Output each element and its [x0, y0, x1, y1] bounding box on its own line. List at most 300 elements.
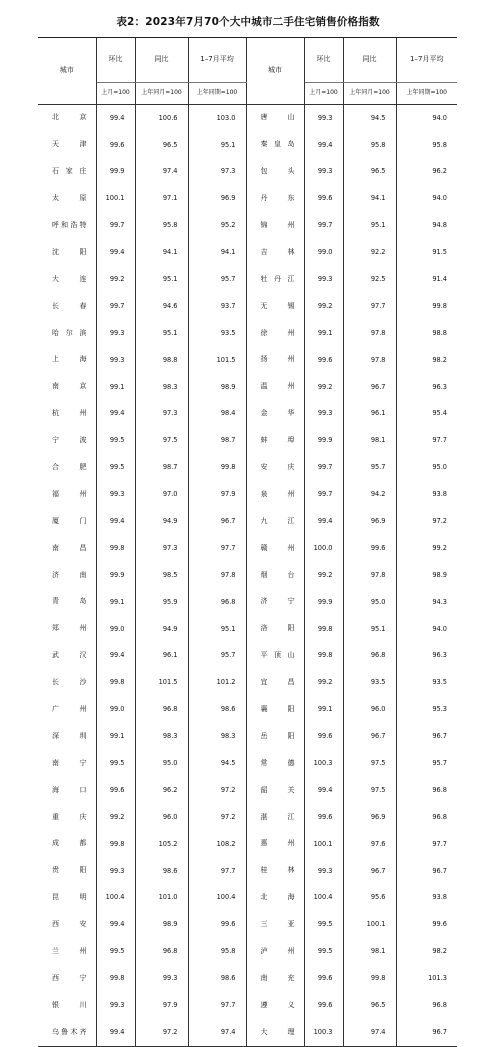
yoy-cell: 97.8: [343, 562, 396, 589]
mom-cell: 99.2: [304, 669, 343, 696]
city-cell: 扬州: [246, 347, 304, 374]
table-row: [38, 266, 457, 293]
table-row: [38, 158, 457, 185]
yoy-cell: 92.2: [343, 239, 396, 266]
mom-cell: 99.4: [96, 911, 135, 938]
yoy-cell: 101.0: [135, 884, 188, 911]
table-row: [38, 750, 457, 777]
table-row: [38, 965, 457, 992]
mom-cell: 100.3: [304, 1019, 343, 1046]
yoy-cell: 96.5: [135, 131, 188, 158]
ytd-cell: 96.3: [432, 651, 447, 660]
mom-cell: 99.7: [96, 293, 135, 320]
header-ytd-base-left: 上年同期=100: [188, 82, 246, 104]
mom-cell: 99.3: [304, 158, 343, 185]
ytd-cell: 97.3: [188, 158, 246, 185]
mom-cell: 100.1: [304, 831, 343, 858]
ytd-cell: 98.7: [188, 427, 246, 454]
mom-cell: 99.8: [96, 831, 135, 858]
ytd-cell: 95.7: [188, 266, 246, 293]
yoy-cell: 95.1: [343, 212, 396, 239]
header-ytd-base-right: 上年同期=100: [396, 82, 457, 104]
city-cell: 平顶山: [246, 642, 304, 669]
yoy-cell: 96.7: [343, 373, 396, 400]
city-cell: 唐山: [246, 104, 304, 131]
city-cell: 郑州: [38, 615, 96, 642]
mom-cell: 99.8: [96, 965, 135, 992]
yoy-cell: 99.6: [343, 535, 396, 562]
yoy-cell: 95.0: [135, 750, 188, 777]
table-row: [38, 804, 457, 831]
ytd-cell: 97.2: [432, 517, 447, 525]
mom-cell: 99.2: [304, 293, 343, 320]
city-cell: 宁波: [38, 427, 96, 454]
ytd-cell: 95.8: [432, 140, 447, 149]
mom-cell: 99.5: [96, 427, 135, 454]
city-cell: 上海: [38, 347, 96, 374]
ytd-cell: 95.8: [188, 938, 246, 965]
mom-cell: 99.4: [304, 508, 343, 535]
header-city-right: 城市: [246, 38, 304, 104]
yoy-cell: 98.6: [135, 857, 188, 884]
mom-cell: 99.7: [304, 454, 343, 481]
city-cell: 呼和浩特: [38, 212, 96, 239]
mom-cell: 99.0: [96, 696, 135, 723]
ytd-cell: 96.2: [432, 167, 447, 176]
ytd-cell: 94.3: [432, 597, 447, 606]
mom-cell: 99.0: [96, 615, 135, 642]
ytd-cell: 96.9: [188, 185, 246, 212]
ytd-cell: 95.2: [188, 212, 246, 239]
city-cell: 烟台: [246, 562, 304, 589]
table-row: [38, 831, 457, 858]
table-row: [38, 884, 457, 911]
city-cell: 南京: [38, 373, 96, 400]
table-row: [38, 642, 457, 669]
city-cell: 南充: [246, 965, 304, 992]
city-cell: 蚌埠: [246, 427, 304, 454]
city-cell: 湛江: [246, 804, 304, 831]
mom-cell: 99.3: [96, 347, 135, 374]
city-cell: 牡丹江: [246, 266, 304, 293]
mom-cell: 99.1: [304, 320, 343, 347]
city-cell: 沈阳: [38, 239, 96, 266]
ytd-cell: 101.2: [188, 669, 246, 696]
city-cell: 吉林: [246, 239, 304, 266]
yoy-cell: 98.8: [135, 347, 188, 374]
yoy-cell: 96.7: [343, 723, 396, 750]
ytd-cell: 98.8: [432, 328, 447, 337]
table-row: [38, 615, 457, 642]
yoy-cell: 94.2: [343, 481, 396, 508]
ytd-cell: 99.6: [188, 911, 246, 938]
city-cell: 乌鲁木齐: [38, 1019, 96, 1046]
yoy-cell: 96.8: [343, 642, 396, 669]
mom-cell: 99.5: [304, 911, 343, 938]
ytd-cell: 95.1: [188, 615, 246, 642]
ytd-cell: 96.3: [432, 382, 447, 391]
city-cell: 泉州: [246, 481, 304, 508]
mom-cell: 100.4: [96, 884, 135, 911]
ytd-cell: 98.3: [188, 723, 246, 750]
ytd-cell: 93.7: [188, 293, 246, 320]
city-cell: 深圳: [38, 723, 96, 750]
table-row: [38, 481, 457, 508]
yoy-cell: 93.5: [343, 669, 396, 696]
mom-cell: 99.6: [304, 185, 343, 212]
yoy-cell: 95.8: [135, 212, 188, 239]
table-row: [38, 454, 457, 481]
mom-cell: 99.3: [96, 481, 135, 508]
city-cell: 南昌: [38, 535, 96, 562]
city-cell: 韶关: [246, 777, 304, 804]
ytd-cell: 95.3: [432, 705, 447, 714]
table-row: [38, 427, 457, 454]
city-cell: 洛阳: [246, 615, 304, 642]
ytd-cell: 97.2: [188, 804, 246, 831]
ytd-cell: 101.3: [428, 974, 447, 983]
city-cell: 三亚: [246, 911, 304, 938]
ytd-cell: 96.8: [188, 589, 246, 616]
header-yoy-base-right: 上年同月=100: [343, 82, 396, 104]
mom-cell: 99.4: [96, 508, 135, 535]
yoy-cell: 96.9: [343, 804, 396, 831]
mom-cell: 99.7: [304, 481, 343, 508]
table-row: [38, 347, 457, 374]
yoy-cell: 96.5: [343, 992, 396, 1019]
city-cell: 北海: [246, 884, 304, 911]
yoy-cell: 96.2: [135, 777, 188, 804]
ytd-cell: 97.8: [188, 562, 246, 589]
city-cell: 襄阳: [246, 696, 304, 723]
ytd-cell: 91.4: [432, 274, 447, 283]
ytd-cell: 98.6: [188, 696, 246, 723]
yoy-cell: 97.4: [135, 158, 188, 185]
city-cell: 福州: [38, 481, 96, 508]
header-mom-base-left: 上月=100: [96, 82, 135, 104]
mom-cell: 100.3: [304, 750, 343, 777]
table-title: 表2：2023年7月70个大中城市二手住宅销售价格指数: [116, 16, 380, 28]
price-index-table: [38, 38, 457, 1036]
yoy-cell: 95.0: [343, 589, 396, 616]
city-cell: 秦皇岛: [246, 131, 304, 158]
ytd-cell: 96.8: [432, 785, 447, 794]
ytd-cell: 97.2: [188, 777, 246, 804]
city-cell: 石家庄: [38, 158, 96, 185]
ytd-cell: 99.2: [432, 543, 447, 552]
header-yoy-base-left: 上年同月=100: [135, 82, 188, 104]
city-cell: 济宁: [246, 589, 304, 616]
yoy-cell: 97.0: [135, 481, 188, 508]
ytd-cell: 95.7: [188, 642, 246, 669]
yoy-cell: 97.5: [343, 777, 396, 804]
table-row: [38, 185, 457, 212]
city-cell: 杭州: [38, 400, 96, 427]
table-row: [38, 131, 457, 158]
mom-cell: 99.5: [96, 454, 135, 481]
table-row: [38, 373, 457, 400]
ytd-cell: 94.0: [432, 113, 447, 122]
ytd-cell: 94.5: [188, 750, 246, 777]
ytd-cell: 96.8: [432, 812, 447, 821]
mom-cell: 99.8: [304, 615, 343, 642]
mom-cell: 99.6: [304, 347, 343, 374]
city-cell: 厦门: [38, 508, 96, 535]
yoy-cell: 96.9: [343, 508, 396, 535]
city-cell: 兰州: [38, 938, 96, 965]
yoy-cell: 101.5: [135, 669, 188, 696]
mom-cell: 99.4: [96, 239, 135, 266]
table-row: [38, 320, 457, 347]
ytd-cell: 97.7: [188, 535, 246, 562]
mom-cell: 99.3: [96, 857, 135, 884]
mom-cell: 100.1: [96, 185, 135, 212]
city-cell: 太原: [38, 185, 96, 212]
city-cell: 大连: [38, 266, 96, 293]
city-cell: 泸州: [246, 938, 304, 965]
city-cell: 遵义: [246, 992, 304, 1019]
yoy-cell: 96.1: [135, 642, 188, 669]
ytd-cell: 96.7: [396, 1019, 457, 1046]
table-row: [38, 777, 457, 804]
ytd-cell: 94.8: [432, 221, 447, 230]
yoy-cell: 97.5: [343, 750, 396, 777]
city-cell: 合肥: [38, 454, 96, 481]
mom-cell: 99.9: [96, 158, 135, 185]
ytd-cell: 95.1: [188, 131, 246, 158]
ytd-cell: 98.4: [188, 400, 246, 427]
city-cell: 贵阳: [38, 857, 96, 884]
mom-cell: 99.1: [304, 696, 343, 723]
mom-cell: 99.6: [304, 804, 343, 831]
yoy-cell: 95.8: [343, 131, 396, 158]
yoy-cell: 97.9: [135, 992, 188, 1019]
mom-cell: 99.4: [96, 104, 135, 131]
yoy-cell: 98.1: [343, 427, 396, 454]
city-cell: 锦州: [246, 212, 304, 239]
city-cell: 济南: [38, 562, 96, 589]
yoy-cell: 95.1: [135, 266, 188, 293]
city-cell: 徐州: [246, 320, 304, 347]
yoy-cell: 98.5: [135, 562, 188, 589]
ytd-cell: 96.7: [432, 866, 447, 875]
city-cell: 天津: [38, 131, 96, 158]
city-cell: 海口: [38, 777, 96, 804]
ytd-cell: 100.4: [188, 884, 246, 911]
yoy-cell: 96.1: [343, 400, 396, 427]
table-row: [38, 1019, 457, 1046]
yoy-cell: 95.1: [135, 320, 188, 347]
ytd-cell: 97.7: [188, 992, 246, 1019]
mom-cell: 100.4: [304, 884, 343, 911]
table-row: [38, 992, 457, 1019]
mom-cell: 99.4: [96, 400, 135, 427]
yoy-cell: 95.7: [343, 454, 396, 481]
yoy-cell: 97.8: [343, 320, 396, 347]
city-cell: 岳阳: [246, 723, 304, 750]
mom-cell: 99.6: [304, 965, 343, 992]
mom-cell: 99.6: [96, 777, 135, 804]
mom-cell: 99.2: [304, 562, 343, 589]
mom-cell: 99.3: [96, 992, 135, 1019]
city-cell: 九江: [246, 508, 304, 535]
ytd-cell: 108.2: [188, 831, 246, 858]
mom-cell: 99.6: [304, 992, 343, 1019]
yoy-cell: 95.1: [343, 615, 396, 642]
mom-cell: 99.8: [304, 642, 343, 669]
yoy-cell: 95.6: [343, 884, 396, 911]
ytd-cell: 93.8: [432, 893, 447, 902]
yoy-cell: 97.2: [135, 1019, 188, 1046]
yoy-cell: 97.8: [343, 347, 396, 374]
table-row: [38, 669, 457, 696]
ytd-cell: 96.8: [432, 1001, 447, 1010]
yoy-cell: 100.1: [343, 911, 396, 938]
mom-cell: 99.1: [96, 589, 135, 616]
mom-cell: 99.3: [304, 266, 343, 293]
mom-cell: 99.4: [96, 1019, 135, 1046]
ytd-cell: 98.9: [432, 570, 447, 579]
table-body: [38, 104, 457, 1046]
ytd-cell: 94.0: [432, 624, 447, 633]
ytd-cell: 94.0: [432, 194, 447, 203]
mom-cell: 99.6: [304, 723, 343, 750]
mom-cell: 99.5: [96, 938, 135, 965]
header-mom-base-right: 上月=100: [304, 82, 343, 104]
city-cell: 长春: [38, 293, 96, 320]
mom-cell: 100.0: [304, 535, 343, 562]
city-cell: 长沙: [38, 669, 96, 696]
yoy-cell: 97.4: [343, 1019, 396, 1046]
table-row: [38, 696, 457, 723]
ytd-cell: 98.9: [188, 373, 246, 400]
city-cell: 温州: [246, 373, 304, 400]
mom-cell: 99.0: [304, 239, 343, 266]
yoy-cell: 96.8: [135, 696, 188, 723]
ytd-cell: 97.9: [188, 481, 246, 508]
city-cell: 重庆: [38, 804, 96, 831]
table-row: [38, 212, 457, 239]
header-mom-right: 环比: [304, 38, 343, 82]
mom-cell: 99.3: [304, 400, 343, 427]
yoy-cell: 94.5: [343, 104, 396, 131]
ytd-cell: 97.4: [188, 1019, 246, 1046]
yoy-cell: 99.8: [343, 965, 396, 992]
city-cell: 大理: [246, 1019, 304, 1046]
yoy-cell: 105.2: [135, 831, 188, 858]
mom-cell: 99.4: [96, 642, 135, 669]
header-ytd-left: 1–7月平均: [188, 38, 246, 82]
city-cell: 广州: [38, 696, 96, 723]
ytd-cell: 101.5: [188, 347, 246, 374]
mom-cell: 99.5: [304, 938, 343, 965]
mom-cell: 99.2: [96, 804, 135, 831]
city-cell: 北京: [38, 104, 96, 131]
table-row: [38, 911, 457, 938]
ytd-cell: 99.6: [432, 920, 447, 929]
table-row: [38, 589, 457, 616]
yoy-cell: 98.7: [135, 454, 188, 481]
table-row: [38, 535, 457, 562]
ytd-cell: 96.7: [188, 508, 246, 535]
ytd-cell: 98.2: [432, 355, 447, 364]
ytd-cell: 99.8: [432, 301, 447, 310]
header-yoy-left: 同比: [135, 38, 188, 82]
mom-cell: 99.2: [304, 373, 343, 400]
yoy-cell: 98.9: [135, 911, 188, 938]
ytd-cell: 99.8: [188, 454, 246, 481]
table-row: [38, 293, 457, 320]
yoy-cell: 97.3: [135, 400, 188, 427]
city-cell: 丹东: [246, 185, 304, 212]
ytd-cell: 96.7: [432, 732, 447, 741]
table-row: [38, 723, 457, 750]
city-cell: 昆明: [38, 884, 96, 911]
yoy-cell: 94.9: [135, 508, 188, 535]
city-cell: 青岛: [38, 589, 96, 616]
city-cell: 西安: [38, 911, 96, 938]
header-city-left: 城市: [38, 38, 96, 104]
table-header: [38, 38, 457, 104]
ytd-cell: 95.4: [432, 409, 447, 418]
table-row: [38, 857, 457, 884]
yoy-cell: 100.6: [135, 104, 188, 131]
ytd-cell: 93.5: [432, 678, 447, 687]
city-cell: 南宁: [38, 750, 96, 777]
table-row: [38, 508, 457, 535]
yoy-cell: 94.1: [343, 185, 396, 212]
mom-cell: 99.1: [96, 723, 135, 750]
yoy-cell: 96.7: [343, 857, 396, 884]
yoy-cell: 96.0: [135, 804, 188, 831]
yoy-cell: 96.8: [135, 938, 188, 965]
yoy-cell: 95.9: [135, 589, 188, 616]
mom-cell: 99.3: [304, 857, 343, 884]
city-cell: 西宁: [38, 965, 96, 992]
mom-cell: 99.8: [96, 535, 135, 562]
yoy-cell: 96.5: [343, 158, 396, 185]
city-cell: 金华: [246, 400, 304, 427]
table-row: [38, 562, 457, 589]
mom-cell: 99.4: [304, 131, 343, 158]
mom-cell: 99.2: [96, 266, 135, 293]
city-cell: 银川: [38, 992, 96, 1019]
yoy-cell: 98.3: [135, 373, 188, 400]
header-ytd-right: 1–7月平均: [396, 38, 457, 82]
mom-cell: 99.3: [96, 320, 135, 347]
city-cell: 惠州: [246, 831, 304, 858]
mom-cell: 99.4: [304, 777, 343, 804]
city-cell: 成都: [38, 831, 96, 858]
mom-cell: 99.9: [304, 427, 343, 454]
yoy-cell: 97.3: [135, 535, 188, 562]
yoy-cell: 98.1: [343, 938, 396, 965]
yoy-cell: 96.0: [343, 696, 396, 723]
yoy-cell: 94.9: [135, 615, 188, 642]
mom-cell: 99.1: [96, 373, 135, 400]
city-cell: 无锡: [246, 293, 304, 320]
yoy-cell: 97.7: [343, 293, 396, 320]
ytd-cell: 97.7: [432, 436, 447, 445]
ytd-cell: 98.6: [188, 965, 246, 992]
yoy-cell: 97.6: [343, 831, 396, 858]
city-cell: 安庆: [246, 454, 304, 481]
table-row: [38, 938, 457, 965]
mom-cell: 99.3: [304, 104, 343, 131]
header-yoy-right: 同比: [343, 38, 396, 82]
mom-cell: 99.9: [304, 589, 343, 616]
ytd-cell: 98.2: [432, 947, 447, 956]
